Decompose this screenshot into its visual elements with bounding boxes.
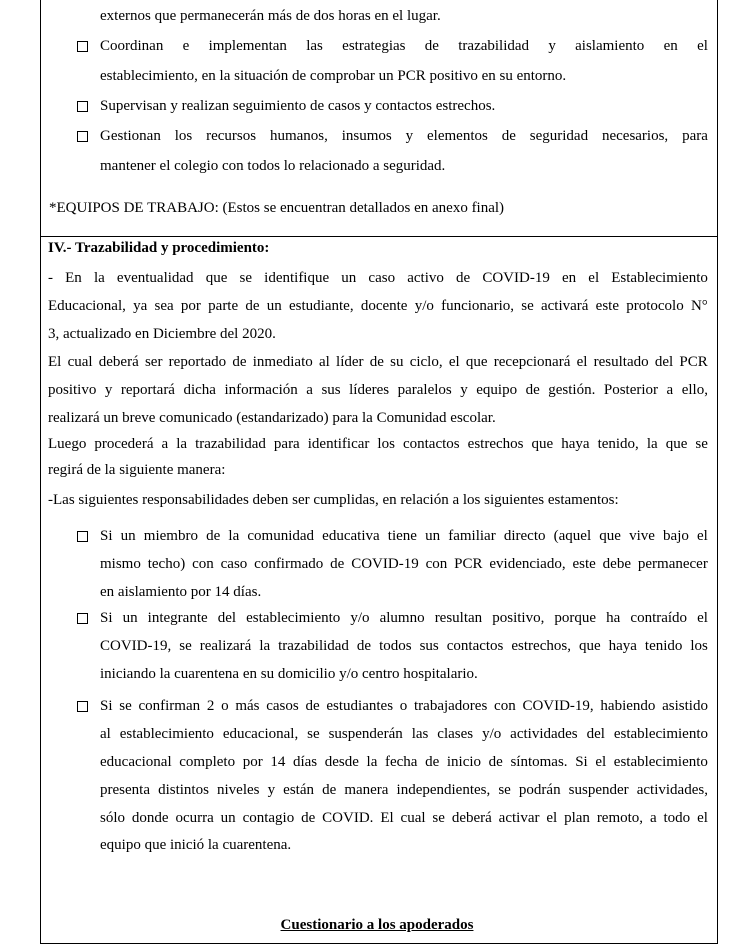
bullet2-line1: Supervisan y realizan seguimiento de casos y contactos estrechos. xyxy=(100,98,496,114)
word: caso xyxy=(368,270,396,286)
word: de xyxy=(206,528,221,544)
word: días xyxy=(292,754,318,770)
word: Si xyxy=(575,754,588,770)
word: COVID-19, xyxy=(100,638,172,654)
word: deberá xyxy=(451,810,492,826)
b1-line3: en aislamiento por 14 días. xyxy=(100,584,262,600)
word: las xyxy=(306,38,323,54)
word: se xyxy=(432,810,445,826)
word: confirman xyxy=(138,698,201,714)
word: caso xyxy=(220,556,248,572)
p1-line3: 3, actualizado en Diciembre del 2020. xyxy=(48,326,276,342)
word: asistido xyxy=(662,698,708,714)
bullet1-line2: establecimiento, en la situación de comprobar un PCR positivo en su entorno. xyxy=(100,68,567,84)
word: activará xyxy=(540,298,589,314)
word: Si xyxy=(100,698,113,714)
word: la xyxy=(228,528,240,544)
word: de xyxy=(456,270,471,286)
word: de xyxy=(305,698,320,714)
word: a xyxy=(666,382,674,398)
word: Si xyxy=(100,528,113,544)
word: la xyxy=(93,270,105,286)
word: establecimiento xyxy=(613,726,708,742)
word: porque xyxy=(554,610,597,626)
word: el xyxy=(697,38,708,54)
word: 2 xyxy=(206,698,215,714)
word: de xyxy=(301,810,316,826)
b3-line5 xyxy=(100,809,708,827)
word: reportará xyxy=(120,382,175,398)
word: debe xyxy=(602,556,631,572)
word: todos xyxy=(379,638,412,654)
word: los xyxy=(377,436,395,452)
word: COVID-19, xyxy=(522,698,594,714)
word: identificar xyxy=(307,436,370,452)
word: ciclo, xyxy=(409,354,443,370)
word: la xyxy=(176,436,188,452)
word: ser xyxy=(144,354,163,370)
word: líderes xyxy=(349,382,390,398)
word: funcionario, xyxy=(441,298,514,314)
word: activo xyxy=(407,270,444,286)
word: las xyxy=(411,726,429,742)
word: comunidad xyxy=(247,528,315,544)
word: y xyxy=(104,382,113,398)
word: y xyxy=(267,782,276,798)
word: tiene xyxy=(387,528,417,544)
word: tenido xyxy=(644,638,683,654)
word: a xyxy=(161,436,169,452)
word: para xyxy=(682,128,708,144)
word: activar xyxy=(498,810,540,826)
word: suspender xyxy=(568,782,629,798)
word: un xyxy=(341,270,357,286)
word: de xyxy=(369,354,384,370)
word: PCR xyxy=(454,556,483,572)
word: educacional, xyxy=(222,726,299,742)
word: y xyxy=(460,382,468,398)
word: (aquel xyxy=(553,528,592,544)
checkbox-icon xyxy=(77,41,88,52)
word: están xyxy=(283,782,314,798)
word: estudiante, xyxy=(289,298,354,314)
word: El xyxy=(380,810,394,826)
word: que xyxy=(578,638,601,654)
p4-line1: -Las siguientes responsabilidades deben ser cumplidas, en relación a los siguientes estamentos: xyxy=(48,492,619,508)
checkbox-icon xyxy=(77,701,88,712)
word: el xyxy=(697,528,708,544)
word: se xyxy=(521,298,534,314)
word: recepcionará xyxy=(493,354,571,370)
word: manera xyxy=(344,782,389,798)
word: gestión. xyxy=(548,382,596,398)
word: que xyxy=(665,436,688,452)
word: humanos, xyxy=(269,128,328,144)
word: líder xyxy=(336,354,364,370)
word: con xyxy=(192,556,214,572)
word: de xyxy=(525,382,540,398)
p2-line3: realizará un breve comunicado (estandarizado) para la Comunidad escolar. xyxy=(48,410,496,426)
word: Posterior xyxy=(603,382,659,398)
word: un xyxy=(120,528,136,544)
word: ha xyxy=(606,610,621,626)
word: En xyxy=(65,270,82,286)
word: seguridad xyxy=(529,128,589,144)
word: sus xyxy=(321,382,341,398)
word: familiar xyxy=(448,528,496,544)
b3-line3 xyxy=(100,753,708,771)
word: inicio xyxy=(446,754,482,770)
word: de xyxy=(245,298,260,314)
checkbox-icon xyxy=(77,613,88,624)
word: vive xyxy=(629,528,655,544)
word: remoto, xyxy=(596,810,644,826)
word: que xyxy=(531,436,554,452)
word: COVID. xyxy=(322,810,374,826)
word: permanecer xyxy=(637,556,708,572)
word: ocurra xyxy=(175,810,214,826)
word: con xyxy=(425,556,448,572)
word: habiendo xyxy=(600,698,656,714)
word: N° xyxy=(690,298,708,314)
word: de xyxy=(488,754,503,770)
word: procederá xyxy=(94,436,154,452)
word: protocolo xyxy=(626,298,684,314)
word: sea xyxy=(154,298,174,314)
word: se xyxy=(239,270,253,286)
word: trazabilidad xyxy=(278,638,349,654)
word: fecha xyxy=(384,754,418,770)
word: un xyxy=(122,610,138,626)
word: eventualidad xyxy=(116,270,194,286)
word: inmediato xyxy=(252,354,313,370)
checkbox-icon xyxy=(77,131,88,142)
word: establecimiento xyxy=(119,726,214,742)
word: un xyxy=(266,298,282,314)
word: síntomas. xyxy=(510,754,568,770)
word: educativa xyxy=(322,528,380,544)
word: cual xyxy=(400,810,426,826)
word: trazabilidad xyxy=(195,436,266,452)
word: este xyxy=(595,298,619,314)
word: educacional xyxy=(100,754,172,770)
word: identifique xyxy=(264,270,330,286)
word: reportado xyxy=(168,354,227,370)
word: información xyxy=(224,382,298,398)
word: el xyxy=(546,810,558,826)
word: completo xyxy=(179,754,236,770)
word: el xyxy=(576,354,588,370)
word: cual xyxy=(67,354,93,370)
word: su xyxy=(390,354,404,370)
word: y xyxy=(405,128,414,144)
word: establecimiento xyxy=(613,754,708,770)
word: se xyxy=(498,782,511,798)
word: ya xyxy=(133,298,148,314)
word: sus xyxy=(419,638,439,654)
b1-line1 xyxy=(100,527,708,545)
word: contactos xyxy=(402,436,460,452)
word: al xyxy=(318,354,330,370)
word: COVID-19 xyxy=(351,556,419,572)
word: contagio xyxy=(242,810,295,826)
word: que xyxy=(205,270,228,286)
b1-line2 xyxy=(100,555,708,573)
word: Luego xyxy=(48,436,87,452)
p1-line2 xyxy=(48,297,708,315)
word: haya xyxy=(608,638,637,654)
word: PCR xyxy=(679,354,708,370)
word: la xyxy=(366,754,378,770)
p2-line2 xyxy=(48,381,708,399)
word: con xyxy=(494,698,516,714)
word: implementan xyxy=(208,38,287,54)
word: el xyxy=(595,754,607,770)
word: resultado xyxy=(593,354,649,370)
b3-line6: equipo que inició la cuarentena. xyxy=(100,837,292,853)
word: para xyxy=(273,436,300,452)
word: dicha xyxy=(183,382,216,398)
word: miembro xyxy=(143,528,198,544)
word: 14 xyxy=(270,754,286,770)
p2-line1 xyxy=(48,353,708,371)
word: distintos xyxy=(158,782,209,798)
word: donde xyxy=(131,810,169,826)
p3-line1 xyxy=(48,435,708,453)
word: parte xyxy=(208,298,239,314)
bullet3-line2: mantener el colegio con todos lo relacionado a seguridad. xyxy=(100,158,446,174)
word: que xyxy=(465,354,488,370)
word: sólo xyxy=(100,810,126,826)
word: independientes, xyxy=(396,782,491,798)
word: todo xyxy=(663,810,691,826)
word: realizará xyxy=(199,638,252,654)
word: docente xyxy=(360,298,408,314)
word: que xyxy=(599,528,621,544)
word: aislamiento xyxy=(575,38,645,54)
word: en xyxy=(663,38,678,54)
word: un xyxy=(220,810,236,826)
word: clases xyxy=(437,726,474,742)
b2-line2 xyxy=(100,637,708,655)
word: los xyxy=(174,128,193,144)
word: el xyxy=(697,810,708,826)
word: tenido, xyxy=(597,436,639,452)
word: deberá xyxy=(98,354,139,370)
word: trabajadores xyxy=(414,698,488,714)
checkbox-icon xyxy=(77,531,88,542)
word: contraído xyxy=(630,610,688,626)
word: paralelos xyxy=(397,382,452,398)
word: bajo xyxy=(663,528,689,544)
word: de xyxy=(501,128,516,144)
word: Educacional, xyxy=(48,298,126,314)
word: trazabilidad xyxy=(458,38,530,54)
word: el xyxy=(448,354,460,370)
word: del xyxy=(654,354,674,370)
p1-line1 xyxy=(48,269,708,287)
word: la xyxy=(646,436,658,452)
word: establecimiento xyxy=(246,610,341,626)
word: podrán xyxy=(518,782,561,798)
b3-line4 xyxy=(100,781,708,799)
word: resultan xyxy=(434,610,483,626)
word: a xyxy=(649,810,657,826)
word: necesarios, xyxy=(601,128,669,144)
word: del xyxy=(217,610,237,626)
section-divider xyxy=(40,236,718,237)
section-heading: IV.- Trazabilidad y procedimiento: xyxy=(48,240,270,256)
word: y/o xyxy=(482,726,502,742)
word: o xyxy=(399,698,408,714)
word: se xyxy=(307,726,320,742)
word: Si xyxy=(100,610,113,626)
word: se xyxy=(119,698,132,714)
word: y xyxy=(548,38,556,54)
word: de xyxy=(356,638,372,654)
word: ello, xyxy=(681,382,708,398)
word: directo xyxy=(503,528,546,544)
word: los xyxy=(690,638,708,654)
word: equipo xyxy=(476,382,518,398)
word: de xyxy=(425,754,440,770)
word: de xyxy=(424,38,439,54)
word: desde xyxy=(324,754,359,770)
word: suspenderán xyxy=(328,726,403,742)
word: a xyxy=(306,382,313,398)
word: integrante xyxy=(147,610,208,626)
b3-line1 xyxy=(100,697,708,715)
word: contactos xyxy=(446,638,504,654)
word: o xyxy=(221,698,229,714)
word: se xyxy=(695,436,708,452)
word: plan xyxy=(564,810,590,826)
questionnaire-title: Cuestionario a los apoderados xyxy=(280,917,474,933)
word: actividades, xyxy=(636,782,708,798)
word: haya xyxy=(561,436,590,452)
word: y/o xyxy=(350,610,370,626)
word: confirmado xyxy=(254,556,324,572)
word: de xyxy=(322,782,337,798)
checkbox-icon xyxy=(77,101,88,112)
word: por xyxy=(242,754,263,770)
word: actividades xyxy=(510,726,578,742)
word: este xyxy=(572,556,596,572)
bullet1-line1 xyxy=(100,37,708,55)
word: COVID-19 xyxy=(482,270,550,286)
word: un xyxy=(425,528,441,544)
word: por xyxy=(180,298,201,314)
b2-line3: iniciando la cuarentena en su domicilio y/o centro hospitalario. xyxy=(100,666,478,682)
word: de xyxy=(330,556,345,572)
word: el xyxy=(588,270,600,286)
word: Coordinan xyxy=(100,38,164,54)
word: evidenciado, xyxy=(489,556,566,572)
word: el xyxy=(697,610,708,626)
word: la xyxy=(259,638,271,654)
word: estudiantes xyxy=(326,698,394,714)
word: estrechos xyxy=(467,436,524,452)
word: niveles xyxy=(217,782,260,798)
word: techo) xyxy=(147,556,186,572)
b3-line2 xyxy=(100,725,708,743)
word: en xyxy=(561,270,577,286)
word: al xyxy=(100,726,111,742)
word: y/o xyxy=(414,298,434,314)
word: del xyxy=(586,726,605,742)
word: se xyxy=(179,638,192,654)
word: - xyxy=(48,270,53,286)
word: alumno xyxy=(379,610,425,626)
bullet3-line1 xyxy=(100,127,708,145)
b2-line1 xyxy=(100,609,708,627)
word: estrategias xyxy=(342,38,406,54)
word: e xyxy=(182,38,190,54)
word: mismo xyxy=(100,556,141,572)
word: Establecimiento xyxy=(611,270,708,286)
word: presenta xyxy=(100,782,150,798)
word: estrechos, xyxy=(511,638,571,654)
word: insumos xyxy=(341,128,392,144)
equipos-note: *EQUIPOS DE TRABAJO: (Estos se encuentran detallados en anexo final) xyxy=(49,200,505,216)
word: más xyxy=(235,698,260,714)
word: El xyxy=(48,354,62,370)
word: casos xyxy=(266,698,299,714)
word: elementos xyxy=(427,128,488,144)
word: de xyxy=(232,354,247,370)
word: positivo xyxy=(48,382,97,398)
word: Gestionan xyxy=(100,128,161,144)
word: positivo, xyxy=(492,610,545,626)
bullet0-continuation: externos que permanecerán más de dos horas en el lugar. xyxy=(100,8,441,24)
word: recursos xyxy=(206,128,257,144)
p3-line2: regirá de la siguiente manera: xyxy=(48,462,226,478)
